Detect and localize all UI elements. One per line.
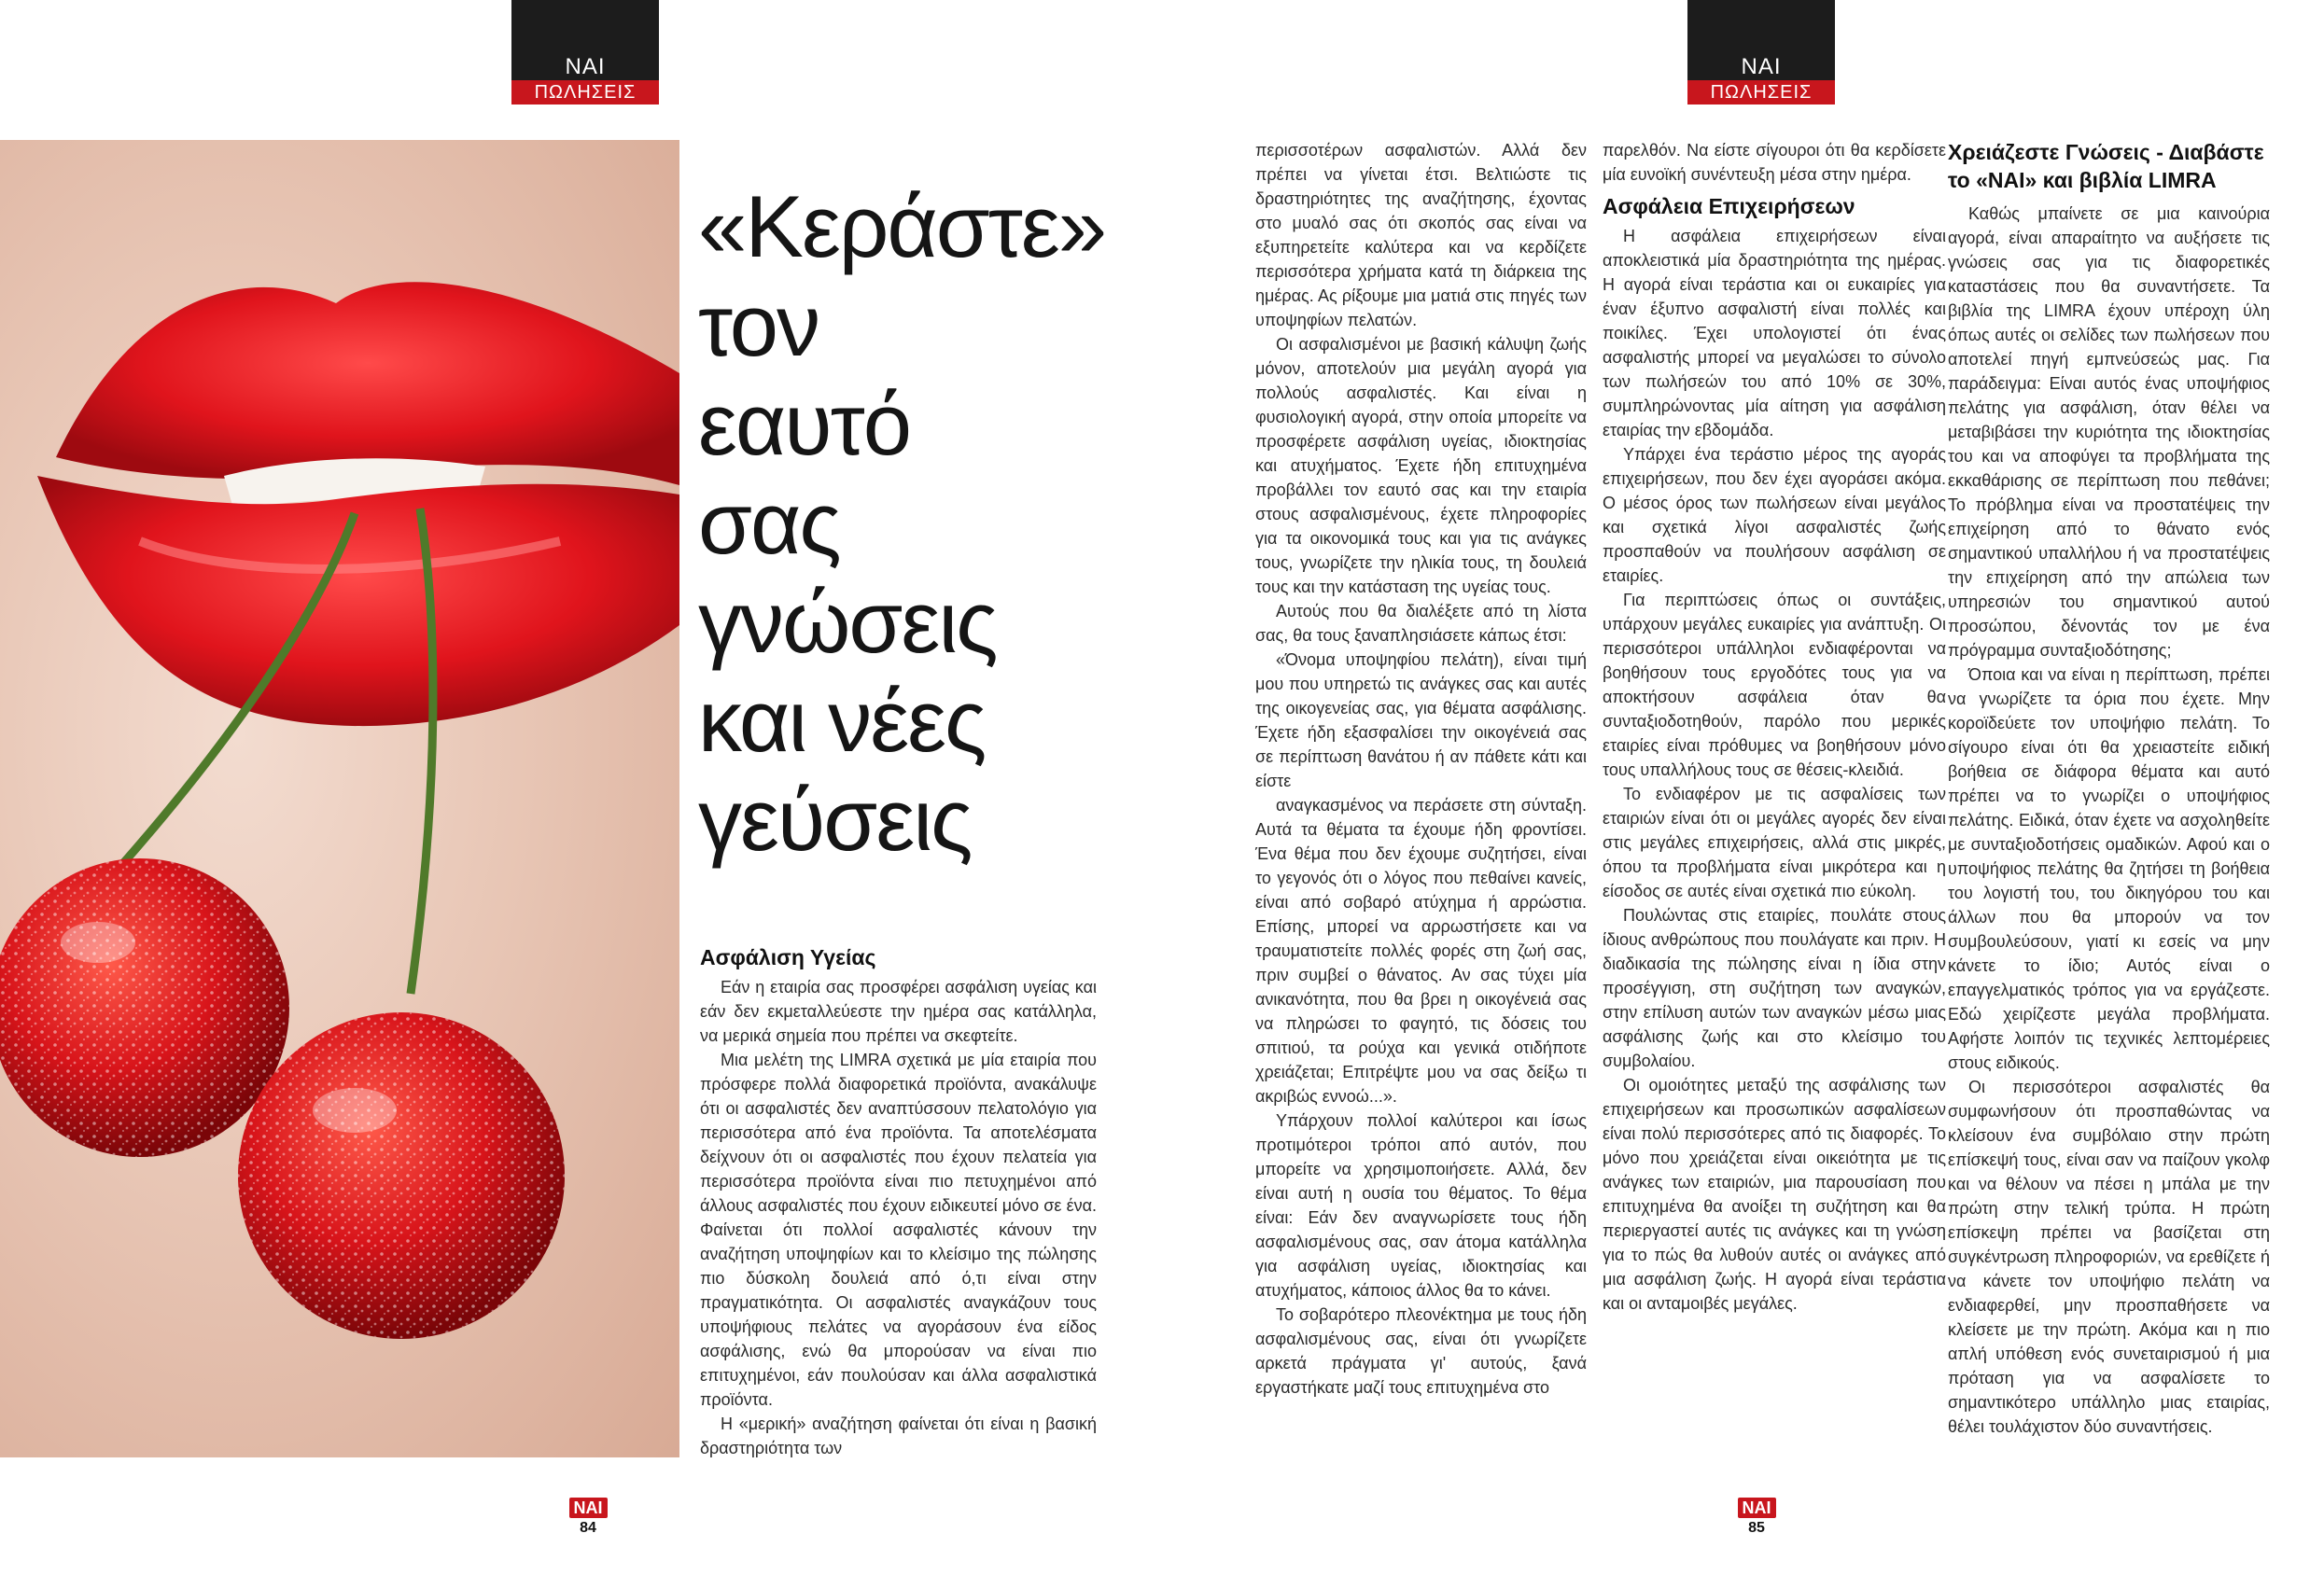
paragraph: Υπάρχει ένα τεράστιο μέρος της αγοράς επιχειρήσεων, που δεν έχει αγοράσει ακόμα. Ο μέσος όρος των πωλήσεων είναι μεγάλος και σχετικά λίγοι ασφαλιστές ζωής προσπαθούν να πουλήσουν ασφάλιση σε εταιρίες. — [1603, 445, 1946, 585]
paragraph: Οι ασφαλισμένοι με βασική κάλυψη ζωής μόνον, αποτελούν μια μεγάλη αγορά για πολλούς ασφαλιστές. Και είναι η φυσιολογική αγορά, στην οποία μπορείτε να προσφέρετε ασφάλιση υγείας, ιδιοκτησίας και ατυχήματος. Έχετε ήδη επιτυχημένα προβάλλει τον εαυτό σας και την εταιρία στους ασφαλισμένους, έχετε πληροφορίες για τα οικονομικά τους και για τις ανάγκες τους, γνωρίζετε την ηλικία τους, τη δουλειά τους και την κατάσταση της υγείας τους. — [1255, 335, 1587, 596]
headline-line: εαυτό — [698, 375, 911, 473]
section-heading: Ασφάλιση Υγείας — [700, 945, 876, 969]
paragraph: Το σοβαρότερο πλεονέκτημα με τους ήδη ασφαλισμένους σας, είναι ότι γνωρίζετε αρκετά πράγματα γι' αυτούς, ξανά εργαστήκατε μαζί τους επιτυχημένα στο — [1255, 1305, 1587, 1397]
headline-line: γεύσεις — [698, 771, 972, 869]
headline-line: και νέες — [698, 672, 986, 770]
section-tab-left — [511, 0, 659, 105]
paragraph: Πουλώντας στις εταιρίες, πουλάτε στους ίδιους ανθρώπους που πουλάγατε και πριν. Η διαδικασία της πώλησης είναι η ίδια στην προσέγγιση, στη συζήτηση των αναγκών, στην επίλυση αυτών των αναγκών μέσω μιας ασφάλισης ζωής και στο κλείσιμο του συμβολαίου. — [1603, 906, 1946, 1070]
paragraph: Όποια και να είναι η περίπτωση, πρέπει να γνωρίζετε τα όρια που έχετε. Μην κοροϊδεύετε τον υποψήφιο πελάτη. Το σίγουρο είναι ότι θα χρειαστείτε ειδική βοήθεια σε διάφορα θέματα και αυτό πρέπει να το γνωρίζει ο υποψήφιος πελάτης. Ειδικά, όταν έχετε να ασχοληθείτε με συνταξιοδοτήσεις ομαδικών. Αφού και ο υποψήφιος πελάτης θα ζητήσει τη βοήθεια του λογιστή του, του δικηγόρου του και άλλων που θα μπορούν να τον συμβουλεύσουν, γιατί κι εσείς να μην κάνετε το ίδιο; Αυτός είναι ο επαγγελματικός τρόπος για να εργάζεστε. Εδώ χειρίζεστε μεγάλα προβλήματα. Αφήστε λοιπόν τις τεχνικές λεπτομέρειες στους ειδικούς. — [1948, 665, 2270, 1072]
paragraph: Η «μερική» αναζήτηση φαίνεται ότι είναι η βασική δραστηριότητα των — [700, 1415, 1097, 1457]
article-column-4 — [1948, 138, 2270, 1439]
page-number: 85 — [1748, 1520, 1765, 1536]
paragraph: περισσοτέρων ασφαλιστών. Αλλά δεν πρέπει να γίνεται έτσι. Βελτιώστε τις δραστηριότητες της αναζήτησης, έχοντας στο μυαλό σας ότι σκοπός σας είναι να εξυπηρετείτε καλύτερα και να κερδίζετε περισσότερα χρήματα κατά τη διάρκεια της ημέρας. Ας ρίξουμε μια ματιά στις πηγές των υποψηφίων πελατών. — [1255, 141, 1587, 329]
paragraph: Οι περισσότεροι ασφαλιστές θα συμφωνήσουν ότι προσπαθώντας να κλείσουν ένα συμβόλαιο στην πρώτη επίσκεψή τους, είναι σαν να παίζουν γκολφ και να θέλουν να πέσει η μπάλα με την πρώτη στην τελική τρύπα. Η πρώτη επίσκεψη πρέπει να βασίζεται στη συγκέντρωση πληροφοριών, να ερεθίζετε ή να κάνετε τον υποψήφιο πελάτη να ενδιαφερθεί, μην προσπαθήσετε να κλείσετε με την πρώτη. Ακόμα και η πιο απλή υπόθεση ενός συνεταιρισμού ή μια πρόταση για να ασφαλίσετε το σημαντικότερο υπάλληλο μιας εταιρίας, θέλει τουλάχιστον δύο συναντήσεις. — [1948, 1078, 2270, 1436]
page-number: 84 — [580, 1520, 596, 1536]
paragraph: Εάν η εταιρία σας προσφέρει ασφάλιση υγείας και εάν δεν εκμεταλλεύεστε την ημέρα σας κατάλληλα, να μερικά σημεία που πρέπει να σκεφτείτε. — [700, 978, 1097, 1045]
paragraph: παρελθόν. Να είστε σίγουροι ότι θα κερδίσετε μία ευνοϊκή συνέντευξη μέσα στην ημέρα. — [1603, 141, 1946, 184]
paragraph: αναγκασμένος να περάσετε στη σύνταξη. Αυτά τα θέματα τα έχουμε ήδη φροντίσει. Ένα θέμα που δεν έχουμε συζητήσει, είναι το γεγονός ότι ο λόγος που πεθαίνει κανείς, είναι από σοβαρό ατύχημα ή αρρώστια. Επίσης, μπορεί να αρρωστήσετε και να τραυματιστείτε πολλές φορές στη ζωή σας, πριν συμβεί ο θάνατος. Αν σας τύχει μία ανικανότητα, που θα βρει η οικογένειά σας να πληρώσει το φαγητό, τις δόσεις του σπιτιού, τα ρούχα και γενικά οτιδήποτε χρειάζεται; Επιτρέψτε μου να σας δείξω τι ακριβώς εννοώ...». — [1255, 796, 1587, 1106]
paragraph: «Όνομα υποψηφίου πελάτη), είναι τιμή μου που υπηρετώ τις ανάγκες σας και αυτές της οικογενείας σας, για θέματα ασφάλισης. Έχετε ήδη εξασφαλίσει την οικογένειά σας σε περίπτωση θανάτου ή αν πάθετε κάτι και είστε — [1255, 650, 1587, 790]
section-tab-right — [1687, 0, 1835, 105]
upper-lip — [56, 282, 679, 485]
page-folio-right — [1729, 1498, 1785, 1537]
lower-lip — [37, 476, 679, 726]
paragraph: Υπάρχουν πολλοί καλύτεροι και ίσως προτιμότεροι τρόποι από αυτόν, που μπορείτε να χρησιμοποιήσετε. Αλλά, δεν είναι αυτή η ουσία του θέματος. Το θέμα είναι: Εάν δεν αναγνωρίσετε τους ήδη ασφαλισμένους σας, σαν άτομα κατάλληλα για ασφάλιση υγείας, ιδιοκτησίας και ατυχήματος, κάποιος άλλος θα το κάνει. — [1255, 1111, 1587, 1300]
section-heading: Χρειάζεστε Γνώσεις - Διαβάστε το «ΝΑΙ» και βιβλία LIMRA — [1948, 140, 2264, 192]
section-tab-title: ΝΑΙ — [565, 54, 606, 79]
headline-line: γνώσεις — [698, 573, 997, 671]
article-column-1 — [700, 938, 1097, 1460]
headline-line: «Κεράστε» — [698, 177, 1106, 275]
paragraph: Καθώς μπαίνετε σε μια καινούρια αγορά, είναι απαραίτητο να αυξήσετε τις γνώσεις σας για τις διαφορετικές καταστάσεις που θα συναντήσετε. Τα βιβλία της LIMRA έχουν υπέροχη ύλη όπως αυτές οι σελίδες των πωλήσεων που αποτελεί πηγή εμπνεύσεώς μας. Για παράδειγμα: Είναι αυτός ένας υποψήφιος πελάτης για ασφάλιση, όταν θέλει να μεταβιβάσει την κυριότητα της ιδιοκτησίας του και να αποφύγει τα προβλήματα της εκκαθάρισης σε περίπτωση που πεθάνει; Το πρόβλημα είναι να προστατέψεις την επιχείρηση από το θάνατο ενός σημαντικού υπαλλήλου ή να προστατέψεις την επιχείρηση από την απώλεια των υπηρεσιών του σημαντικού αυτού προσώπου, δένοντάς τον με ένα πρόγραμμα συνταξιοδότησης; — [1948, 204, 2270, 660]
paragraph: Το ενδιαφέρον με τις ασφαλίσεις των εταιριών είναι ότι οι μεγάλες αγορές δεν είναι στις μεγάλες επιχειρήσεις, αλλά στις μικρές, όπου τα προβλήματα είναι μικρότερα και η είσοδος σε αυτές είναι σχετικά πιο εύκολη. — [1603, 785, 1946, 900]
magazine-logo: ΝΑΙ — [569, 1498, 608, 1518]
paragraph: Οι ομοιότητες μεταξύ της ασφάλισης των επιχειρήσεων και προσωπικών ασφαλίσεων είναι πολύ περισσότερες από τις διαφορές. Το μόνο που χρειάζεται είναι οικειότητα με τις ανάγκες των εταιριών, μια παρουσίαση που επιτυχημένα θα ανοίξει τη συζήτηση και θα περιεργαστεί αυτές τις ανάγκες και τη γνώση για το πώς θα λυθούν αυτές οι ανάγκες από μια ασφάλιση ζωής. Η αγορά είναι τεράστια και οι ανταμοιβές μεγάλες. — [1603, 1076, 1946, 1313]
magazine-logo: ΝΑΙ — [1738, 1498, 1776, 1518]
section-heading: Ασφάλεια Επιχειρήσεων — [1603, 194, 1855, 218]
headline-line: τον — [698, 276, 819, 374]
paragraph: Αυτούς που θα διαλέξετε από τη λίστα σας, θα τους ξαναπλησιάσετε κάπως έτσι: — [1255, 602, 1587, 645]
paragraph: Η ασφάλεια επιχειρήσεων είναι αποκλειστικά μία δραστηριότητα της ημέρας. Η αγορά είναι τεράστια και οι ευκαιρίες για έναν έξυπνο ασφαλιστή είναι πολλές και ποικίλες. Έχει υπολογιστεί ότι ένας ασφαλιστής μπορεί να μεγαλώσει το σύνολο των πωλήσεών του από 10% σε 30%, συμπληρώνοντας μία αίτηση για ασφάλιση εταιρίας την εβδομάδα. — [1603, 227, 1946, 439]
article-column-3 — [1603, 138, 1946, 1316]
page-folio-left — [560, 1498, 616, 1537]
article-headline — [698, 177, 1109, 870]
paragraph: Για περιπτώσεις όπως οι συντάξεις, υπάρχουν μεγάλες ευκαιρίες για ανάπτυξη. Οι περισσότεροι υπάλληλοι ενδιαφέρονται να βοηθήσουν τους εργοδότες τους για να αποκτήσουν ασφάλεια όταν θα συνταξιοδοτηθούν, παρόλο που μερικές εταιρίες είναι πρόθυμες να βοηθήσουν μόνο τους υπαλλήλους τους σε θέσεις-κλειδιά. — [1603, 591, 1946, 779]
section-tab-subtitle: ΠΩΛΗΣΕΙΣ — [511, 80, 659, 105]
article-column-2 — [1255, 138, 1587, 1400]
section-tab-title: ΝΑΙ — [1741, 54, 1782, 79]
paragraph: Μια μελέτη της LIMRA σχετικά με μία εταιρία που πρόσφερε πολλά διαφορετικά προϊόντα, ανακάλυψε ότι οι ασφαλιστές δεν αναπτύσσουν πελατολόγιο για περισσότερα από ένα προϊόντα. Τα αποτελέσματα δείχνουν ότι οι ασφαλιστές που έχουν πελατεία για περισσότερα προϊόντα είναι πιο πετυχημένοι από άλλους ασφαλιστές που έχουν ειδικευτεί μόνο σε ένα. Φαίνεται ότι πολλοί ασφαλιστές κάνουν την αναζήτηση υποψηφίων και το κλείσιμο της πώλησης πιο δύσκολη δουλειά από ό,τι είναι στην πραγματικότητα. Οι ασφαλιστές αναγκάζουν τους υποψήφιους πελάτες να αγοράσουν ένα είδος ασφάλισης, ενώ θα μπορούσαν να είναι πιο επιτυχημένοι, εάν πουλούσαν και άλλα ασφαλιστικά προϊόντα. — [700, 1051, 1097, 1409]
lips-cherries-photo — [0, 140, 679, 1457]
headline-line: σας — [698, 474, 840, 572]
section-tab-subtitle: ΠΩΛΗΣΕΙΣ — [1687, 80, 1835, 105]
